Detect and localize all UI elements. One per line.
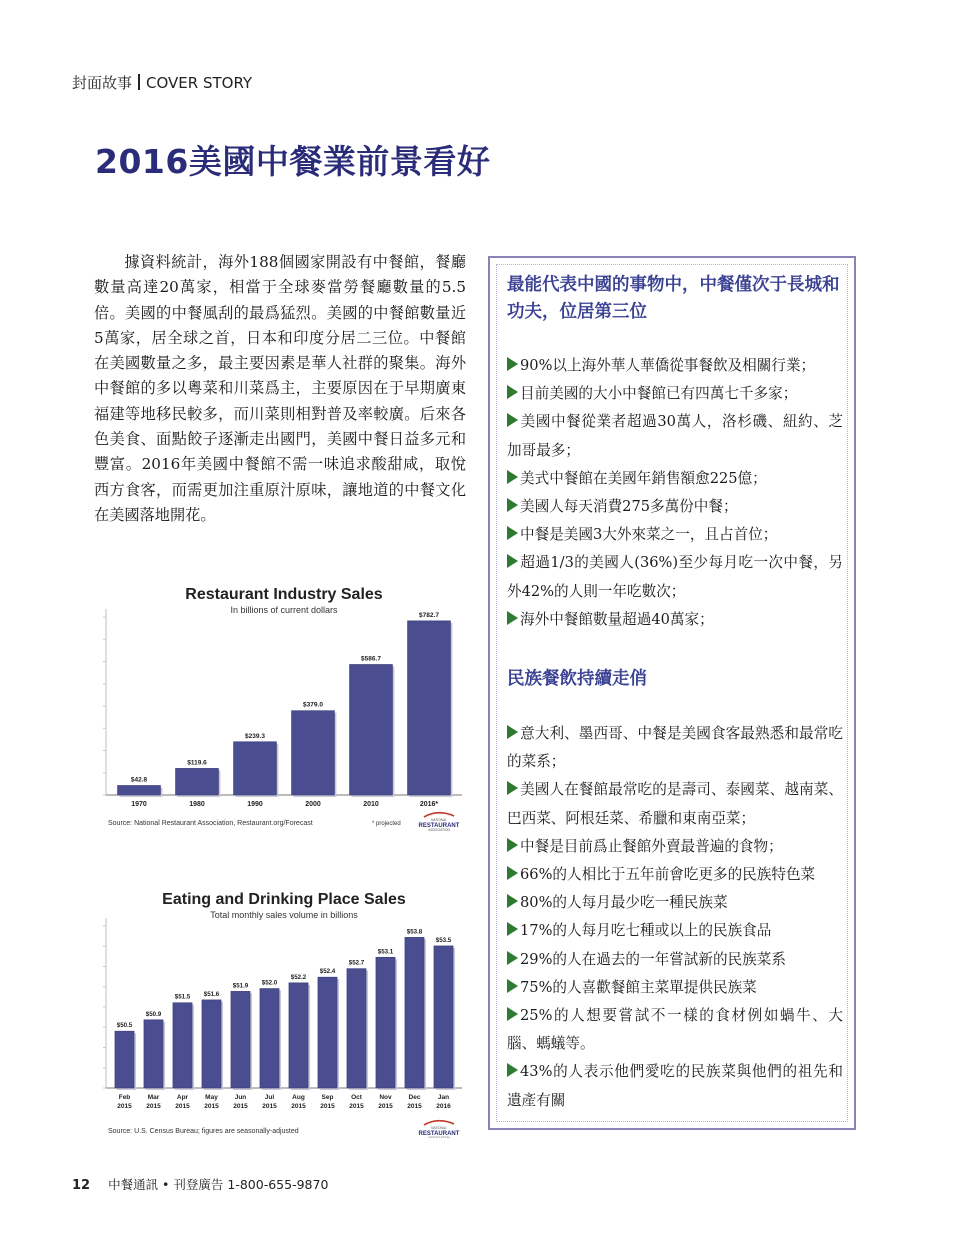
bar	[405, 937, 424, 1088]
bar	[289, 983, 308, 1088]
fact-item	[507, 606, 843, 634]
ethnic-fact-item-text: 17%的人每月吃七種或以上的民族食品	[520, 922, 772, 940]
chart-subtitle: Total monthly sales volume in billions	[210, 910, 358, 920]
bar	[376, 957, 395, 1088]
chart-source: Source: U.S. Census Bureau; figures are seasonally-adjusted	[108, 1128, 299, 1135]
triangle-bullet-icon	[507, 611, 518, 625]
ethnic-fact-item	[507, 889, 843, 917]
triangle-bullet-icon	[507, 357, 518, 371]
ethnic-fact-item	[507, 720, 843, 776]
bar-value-label: $52.7	[348, 959, 365, 967]
bar	[292, 711, 335, 795]
logo-text-bottom: ASSOCIATION	[428, 1136, 450, 1138]
chart-note: * projected	[372, 821, 401, 827]
fact-item-text: 海外中餐館數量超過40萬家；	[520, 610, 714, 628]
x-tick-label: 2015	[233, 1103, 248, 1110]
x-tick-label: Nov	[379, 1094, 392, 1101]
eating-drinking-sales-chart-svg	[100, 888, 468, 1138]
x-tick-label: Apr	[176, 1094, 189, 1101]
bar	[115, 1031, 134, 1088]
x-tick-label: 1980	[189, 801, 205, 808]
triangle-bullet-icon	[507, 951, 518, 965]
ethnic-fact-item	[507, 861, 843, 889]
ethnic-fact-item	[507, 974, 843, 1002]
section-tag-en: COVER STORY	[146, 74, 253, 92]
facts-sidebar	[488, 256, 856, 1130]
fact-item	[507, 549, 843, 605]
ethnic-fact-item-text: 43%的人表示他們愛吃的民族菜與他們的祖先和遺產有關	[507, 1063, 843, 1109]
chart-source: Source: National Restaurant Association, Restaurant.org/Forecast	[108, 820, 313, 827]
fact-item-text: 美國中餐從業者超過30萬人，洛杉磯、紐約、芝加哥最多；	[507, 413, 843, 459]
bar-value-label: $52.2	[290, 973, 307, 981]
x-tick-label: Jun	[234, 1094, 247, 1101]
fact-item-text: 美式中餐館在美國年銷售額愈225億；	[520, 469, 767, 487]
publication-name: 中餐通訊 • 刊登廣告	[108, 1177, 224, 1192]
ethnic-fact-item	[507, 1002, 843, 1058]
x-tick-label: 2015	[204, 1103, 219, 1110]
ethnic-fact-item-text: 中餐是目前爲止餐館外賣最普遍的食物；	[520, 837, 783, 855]
triangle-bullet-icon	[507, 725, 518, 739]
bar	[173, 1003, 192, 1088]
x-tick-label: 2015	[291, 1103, 306, 1110]
x-tick-label: 2016	[436, 1103, 451, 1110]
triangle-bullet-icon	[507, 781, 518, 795]
x-tick-label: Dec	[408, 1094, 421, 1101]
x-tick-label: Mar	[147, 1094, 160, 1101]
fact-item	[507, 380, 843, 408]
triangle-bullet-icon	[507, 526, 518, 540]
x-tick-label: 2015	[117, 1103, 132, 1110]
bar	[176, 768, 219, 795]
logo-swoosh-icon	[424, 813, 454, 817]
ethnic-fact-item-text: 66%的人相比于五年前會吃更多的民族特色菜	[520, 866, 816, 884]
article-body: 據資料統計，海外188個國家開設有中餐館，餐廳數量高達20萬家，相當于全球麥當勞餐廳數量的5.5倍。美國的中餐風刮的最爲猛烈。美國的中餐館數量近5萬家，居全球之首，日本和印度分居二三位。中餐館在美國數量之多，最主要因素是華人社群的聚集。海外中餐館的多以粵菜和川菜爲主，主要原因在于早期廣東福建等地移民較多，而川菜則相對普及率較廣。后來各色美食、面點餃子逐漸走出國門，美國中餐日益多元和豐富。2016年美國中餐館不需一味追求酸甜咸，取悅西方食客，而需更加注重原汁原味，讓地道的中餐文化在美國落地開花。	[94, 253, 466, 524]
x-tick-label: 2010	[363, 801, 379, 808]
bar-value-label: $379.0	[303, 701, 323, 709]
x-tick-label: 2016*	[419, 801, 439, 808]
triangle-bullet-icon	[507, 979, 518, 993]
bar-value-label: $50.5	[116, 1022, 133, 1030]
triangle-bullet-icon	[507, 922, 518, 936]
bar	[234, 742, 277, 795]
logo-swoosh-icon	[424, 1121, 454, 1125]
ethnic-fact-item	[507, 776, 843, 832]
ethnic-fact-item-text: 75%的人喜歡餐館主菜單提供民族菜	[520, 978, 757, 996]
bar-value-label: $586.7	[361, 655, 381, 663]
fact-item	[507, 408, 843, 464]
ethnic-fact-item-text: 美國人在餐館最常吃的是壽司、泰國菜、越南菜、巴西菜、阿根廷菜、希臘和東南亞菜；	[507, 781, 843, 827]
restaurant-sales-chart	[100, 583, 468, 833]
page-number: 12	[72, 1178, 91, 1193]
fact-item-text: 超過1/3的美國人(36%)至少每月吃一次中餐，另外42%的人則一年吃數次；	[507, 554, 843, 600]
chart-title: Eating and Drinking Place Sales	[162, 891, 406, 908]
chart-title: Restaurant Industry Sales	[185, 586, 383, 603]
section-tag	[72, 72, 252, 93]
x-tick-label: 2015	[378, 1103, 393, 1110]
bar-value-label: $42.8	[130, 776, 148, 784]
triangle-bullet-icon	[507, 470, 518, 484]
page-footer	[72, 1175, 328, 1193]
bar	[347, 969, 366, 1088]
logo-text-top: NATIONAL	[431, 1126, 447, 1130]
ethnic-fact-item-text: 25%的人想要嘗試不一樣的食材例如蝸牛、大腦、螞蟻等。	[507, 1007, 843, 1053]
triangle-bullet-icon	[507, 385, 518, 399]
triangle-bullet-icon	[507, 554, 518, 568]
x-tick-label: 2015	[262, 1103, 277, 1110]
fact-item	[507, 352, 843, 380]
x-tick-label: Jul	[264, 1094, 275, 1101]
section-tag-cn: 封面故事	[72, 74, 133, 92]
fact-item	[507, 493, 843, 521]
x-tick-label: 2015	[407, 1103, 422, 1110]
bar-value-label: $782.7	[419, 611, 439, 619]
restaurant-sales-chart-svg	[100, 583, 468, 833]
fact-item-text: 美國人每天消費275多萬份中餐；	[520, 498, 738, 516]
logo-text-bottom: ASSOCIATION	[428, 828, 450, 832]
sidebar-heading-chinese-food: 最能代表中國的事物中，中餐僅次于長城和功夫，位居第三位	[507, 275, 840, 322]
bar-value-label: $52.0	[261, 979, 278, 987]
x-tick-label: Jan	[437, 1094, 450, 1101]
ethnic-fact-item	[507, 833, 843, 861]
x-tick-label: 2000	[305, 801, 321, 808]
bar-value-label: $53.8	[406, 928, 423, 936]
x-tick-label: 2015	[175, 1103, 190, 1110]
fact-item	[507, 465, 843, 493]
triangle-bullet-icon	[507, 866, 518, 880]
article-title: 2016美國中餐業前景看好	[95, 142, 491, 181]
bar	[144, 1020, 163, 1088]
section-divider	[138, 74, 140, 90]
chart-subtitle: In billions of current dollars	[230, 605, 338, 615]
triangle-bullet-icon	[507, 838, 518, 852]
x-tick-label: Aug	[292, 1094, 305, 1101]
bar-value-label: $119.6	[187, 759, 207, 767]
bar	[350, 664, 393, 795]
sidebar-heading-ethnic-food: 民族餐飲持續走俏	[507, 669, 647, 689]
triangle-bullet-icon	[507, 413, 518, 427]
logo-text-main: RESTAURANT	[418, 1131, 460, 1137]
logo-text-main: RESTAURANT	[418, 823, 460, 829]
triangle-bullet-icon	[507, 894, 518, 908]
x-tick-label: 2015	[349, 1103, 364, 1110]
sidebar-list-ethnic-food	[507, 720, 843, 1115]
phone-number: 1-800-655-9870	[227, 1177, 329, 1192]
bar	[231, 991, 250, 1088]
bar-value-label: $53.1	[377, 948, 394, 956]
fact-item-text: 中餐是美國3大外來菜之一，且占首位；	[520, 526, 778, 544]
triangle-bullet-icon	[507, 498, 518, 512]
x-tick-label: 1970	[131, 801, 147, 808]
ethnic-fact-item-text: 29%的人在過去的一年嘗試新的民族菜系	[520, 950, 786, 968]
bar-value-label: $239.3	[245, 732, 265, 740]
bar-value-label: $51.6	[203, 990, 220, 998]
bar-value-label: $52.4	[319, 968, 336, 976]
triangle-bullet-icon	[507, 1063, 518, 1077]
ethnic-fact-item	[507, 917, 843, 945]
x-tick-label: May	[205, 1094, 218, 1101]
x-tick-label: Sep	[321, 1094, 334, 1101]
x-tick-label: Oct	[351, 1094, 362, 1101]
fact-item-text: 目前美國的大小中餐館已有四萬七千多家；	[520, 385, 798, 403]
bar	[118, 785, 161, 795]
ethnic-fact-item	[507, 1058, 843, 1114]
triangle-bullet-icon	[507, 1007, 518, 1021]
bar-value-label: $51.9	[232, 982, 249, 990]
x-tick-label: 1990	[247, 801, 263, 808]
eating-drinking-sales-chart	[100, 888, 468, 1138]
ethnic-fact-item	[507, 946, 843, 974]
x-tick-label: 2015	[146, 1103, 161, 1110]
ethnic-fact-item-text: 80%的人每月最少吃一種民族菜	[520, 894, 728, 912]
fact-item-text: 90%以上海外華人華僑從事餐飲及相關行業；	[520, 357, 816, 374]
bar	[260, 989, 279, 1088]
bar-value-label: $51.5	[174, 993, 191, 1001]
bar-value-label: $50.9	[145, 1010, 162, 1018]
bar	[318, 977, 337, 1088]
ethnic-fact-item-text: 意大利、墨西哥、中餐是美國食客最熟悉和最常吃的菜系；	[507, 725, 843, 771]
fact-item	[507, 521, 843, 549]
bar	[408, 621, 451, 795]
x-tick-label: Feb	[118, 1094, 131, 1101]
logo-text-top: NATIONAL	[431, 818, 447, 822]
bar-value-label: $53.5	[435, 936, 452, 944]
bar	[202, 1000, 221, 1088]
sidebar-list-chinese-food	[507, 352, 843, 634]
x-tick-label: 2015	[320, 1103, 335, 1110]
bar	[434, 946, 453, 1088]
